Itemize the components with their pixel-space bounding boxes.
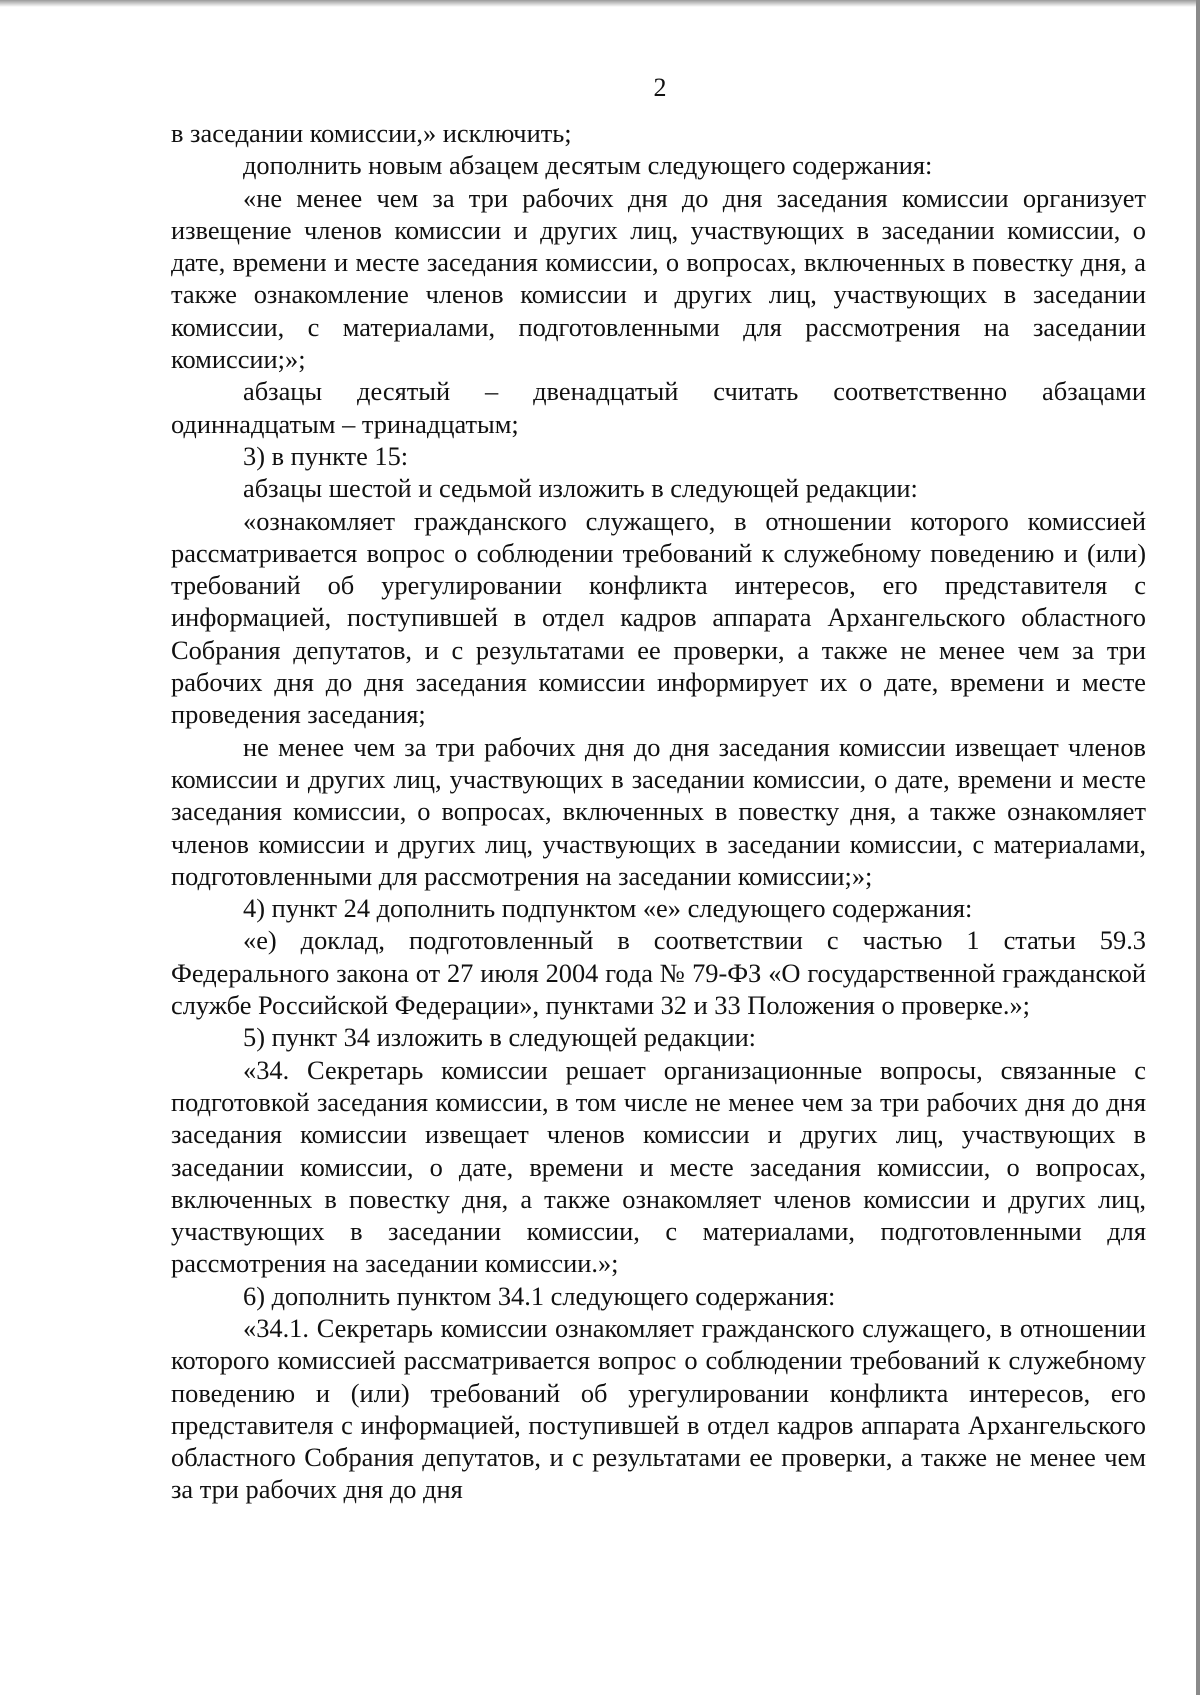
paragraph: 6) дополнить пунктом 34.1 следующего содержания: (243, 1280, 836, 1311)
document-body (171, 117, 1146, 1506)
paragraph: дополнить новым абзацем десятым следующего содержания: (243, 150, 933, 181)
paragraph: абзацы шестой и седьмой изложить в следующей редакции: (243, 473, 918, 504)
paragraph: «не менее чем за три рабочих дня до дня заседания комиссии организует извещение членов комиссии и других лиц, участвующих в заседании комиссии, о дате, времени и месте заседания комиссии, о вопросах, включенных в повестку дня, а также ознакомление членов комиссии и других лиц, участвующих в заседании комиссии, с материалами, подготовленными для рассмотрения на заседании комиссии;»; (171, 182, 1146, 375)
paragraph: «34.1. Секретарь комиссии ознакомляет гражданского служащего, в отношении которого комиссией рассматривается вопрос о соблюдении требований к служебному поведению и (или) требований об урегулировании конфликта интересов, его представителя с информацией, поступившей в отдел кадров аппарата Архангельского областного Собрания депутатов, и с результатами ее проверки, а также не менее чем за три рабочих дня до дня (171, 1312, 1146, 1505)
paragraph: абзацы десятый – двенадцатый считать соответственно абзацами одиннадцатым – тринадцатым; (171, 376, 1146, 439)
page-number: 2 (653, 73, 667, 102)
paragraph: в заседании комиссии,» исключить; (171, 118, 572, 148)
scan-edge-right (1196, 0, 1200, 1695)
scan-edge-top (0, 0, 1200, 7)
paragraph: «ознакомляет гражданского служащего, в отношении которого комиссией рассматривается вопрос о соблюдении требований к служебному поведению и (или) требований об урегулировании конфликта интересов, его представителя с информацией, поступившей в отдел кадров аппарата Архангельского областного Собрания депутатов, и с результатами ее проверки, а также не менее чем за три рабочих дня до дня заседания комиссии информирует их о дате, времени и месте проведения заседания; (171, 505, 1146, 730)
paragraph: 3) в пункте 15: (243, 440, 409, 471)
paragraph: 4) пункт 24 дополнить подпунктом «е» следующего содержания: (243, 893, 973, 924)
paragraph: «е) доклад, подготовленный в соответствии с частью 1 статьи 59.3 Федерального закона от 27 июля 2004 года № 79-ФЗ «О государственной гражданской службе Российской Федерации», пунктами 32 и 33 Положения о проверке.»; (171, 925, 1146, 1021)
paragraph: 5) пункт 34 изложить в следующей редакции: (243, 1022, 757, 1053)
paragraph: не менее чем за три рабочих дня до дня заседания комиссии извещает членов комиссии и других лиц, участвующих в заседании комиссии, о дате, времени и месте заседания комиссии, о вопросах, включенных в повестку дня, а также ознакомляет членов комиссии и других лиц, участвующих в заседании комиссии, с материалами, подготовленными для рассмотрения на заседании комиссии;»; (171, 731, 1146, 891)
paragraph: «34. Секретарь комиссии решает организационные вопросы, связанные с подготовкой заседания комиссии, в том числе не менее чем за три рабочих дня до дня заседания комиссии извещает членов комиссии и других лиц, участвующих в заседании комиссии, о дате, времени и месте заседания комиссии, о вопросах, включенных в повестку дня, а также ознакомляет членов комиссии и других лиц, участвующих в заседании комиссии, с материалами, подготовленными для рассмотрения на заседании комиссии.»; (171, 1054, 1146, 1279)
